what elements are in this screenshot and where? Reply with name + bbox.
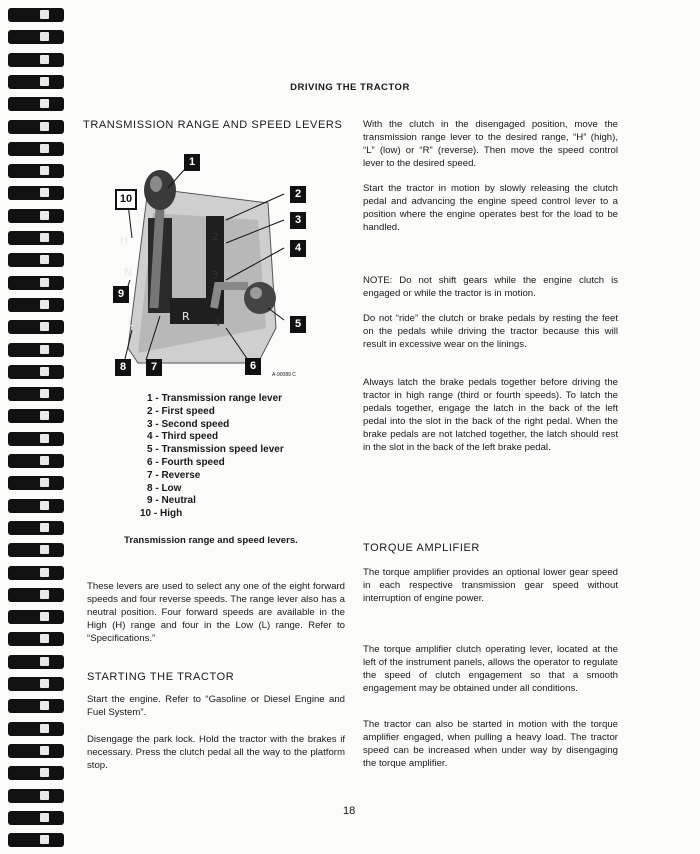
binding-ring bbox=[8, 97, 64, 111]
binding-hole bbox=[40, 166, 49, 175]
binding-hole bbox=[40, 122, 49, 131]
binding-ring bbox=[8, 186, 64, 200]
binding-hole bbox=[40, 411, 49, 420]
binding-ring bbox=[8, 632, 64, 646]
right-paragraph bbox=[363, 312, 618, 351]
page-number: 18 bbox=[343, 805, 356, 817]
callout-badge: 1 bbox=[184, 154, 200, 171]
binding-hole bbox=[40, 568, 49, 577]
binding-ring bbox=[8, 699, 64, 713]
binding-ring bbox=[8, 543, 64, 557]
note-label: NOTE: bbox=[363, 275, 393, 286]
binding-ring bbox=[8, 521, 64, 535]
binding-ring bbox=[8, 454, 64, 468]
binding-hole bbox=[40, 55, 49, 64]
callout-badge: 7 bbox=[146, 359, 162, 376]
binding-hole bbox=[40, 590, 49, 599]
callout-badge: 4 bbox=[290, 240, 306, 257]
binding-hole bbox=[40, 478, 49, 487]
binding-hole bbox=[40, 367, 49, 376]
binding-ring bbox=[8, 677, 64, 691]
paragraph: Start the tractor in motion by slowly releasing the clutch pedal and advancing the engine speed control lever to a position where the engine operates best for the load to be handled. bbox=[363, 183, 618, 233]
binding-ring bbox=[8, 789, 64, 803]
binding-ring bbox=[8, 75, 64, 89]
binding-hole bbox=[40, 679, 49, 688]
section-heading-torque: TORQUE AMPLIFIER bbox=[363, 542, 480, 554]
binding-ring bbox=[8, 811, 64, 825]
binding-hole bbox=[40, 233, 49, 242]
binding-ring bbox=[8, 387, 64, 401]
binding-hole bbox=[40, 746, 49, 755]
legend-item: 9 - Neutral bbox=[147, 495, 196, 507]
binding-ring bbox=[8, 655, 64, 669]
binding-ring bbox=[8, 432, 64, 446]
callout-badge: 10 bbox=[117, 191, 135, 208]
paragraph: With the clutch in the disengaged position, move the transmission range lever to the desired range, “H” (high), “L” (low) or “R” (reverse). Then move the speed control lever to the desired speed. bbox=[363, 119, 618, 169]
binding-ring bbox=[8, 365, 64, 379]
callout-badge: 3 bbox=[290, 212, 306, 229]
binding-hole bbox=[40, 255, 49, 264]
binding-ring bbox=[8, 53, 64, 67]
right-paragraph bbox=[363, 566, 618, 605]
right-paragraph bbox=[363, 376, 618, 454]
legend-item: 3 - Second speed bbox=[147, 418, 230, 430]
binding-hole bbox=[40, 657, 49, 666]
binding-ring bbox=[8, 209, 64, 223]
right-paragraph bbox=[363, 718, 618, 770]
paragraph: The torque amplifier clutch operating lever, located at the left of the instrument panels, allows the operator to regulate the speed of clutch engagement so that a smooth engagement may be obtained under all conditions. bbox=[363, 644, 618, 694]
note bbox=[363, 274, 618, 300]
paragraph: Disengage the park lock. Hold the tractor with the brakes if necessary. Press the clutch pedal all the way to the platform stop. bbox=[87, 734, 345, 771]
page-title: DRIVING THE TRACTOR bbox=[290, 82, 410, 93]
binding-ring bbox=[8, 164, 64, 178]
binding-ring bbox=[8, 766, 64, 780]
figure-id: A-90089 C bbox=[272, 372, 296, 378]
left-paragraph bbox=[87, 693, 345, 719]
binding-ring bbox=[8, 499, 64, 513]
callout-badge: 2 bbox=[290, 186, 306, 203]
binding-hole bbox=[40, 545, 49, 554]
binding-ring bbox=[8, 588, 64, 602]
svg-text:2: 2 bbox=[212, 232, 219, 243]
binding-hole bbox=[40, 99, 49, 108]
binding-hole bbox=[40, 791, 49, 800]
binding-hole bbox=[40, 188, 49, 197]
binding-ring bbox=[8, 298, 64, 312]
binding-ring bbox=[8, 476, 64, 490]
callout-badge: 6 bbox=[245, 358, 261, 375]
paragraph: Always latch the brake pedals together before driving the tractor in high range (third or fourth speeds). To latch the pedals together, engage the latch in the back of the left pedal into the slot in the back of the right pedal. When the brake pedals are not latched together, the latch should rest in the slot in the back of the left brake pedal. bbox=[363, 377, 618, 453]
binding-hole bbox=[40, 768, 49, 777]
binding-ring bbox=[8, 8, 64, 22]
spiral-binding bbox=[0, 0, 72, 854]
paragraph: Do not “ride” the clutch or brake pedals by resting the feet on the pedals while driving the tractor because this will result in excessive wear on the linings. bbox=[363, 313, 618, 350]
right-paragraph bbox=[363, 118, 618, 170]
paragraph: The tractor can also be started in motion with the torque amplifier engaged, when pulling a heavy load. The tractor speed can be increased when under way by disengaging the torque amplifier. bbox=[363, 719, 618, 769]
binding-hole bbox=[40, 434, 49, 443]
left-paragraph bbox=[87, 733, 345, 772]
binding-ring bbox=[8, 320, 64, 334]
binding-ring bbox=[8, 566, 64, 580]
binding-ring bbox=[8, 409, 64, 423]
binding-ring bbox=[8, 120, 64, 134]
binding-hole bbox=[40, 32, 49, 41]
binding-hole bbox=[40, 835, 49, 844]
binding-hole bbox=[40, 701, 49, 710]
binding-hole bbox=[40, 345, 49, 354]
binding-ring bbox=[8, 142, 64, 156]
binding-hole bbox=[40, 322, 49, 331]
section-heading-transmission: TRANSMISSION RANGE AND SPEED LEVERS bbox=[83, 119, 343, 131]
legend-item: 10 - High bbox=[140, 508, 183, 520]
figure-caption: Transmission range and speed levers. bbox=[124, 535, 298, 546]
binding-hole bbox=[40, 813, 49, 822]
binding-hole bbox=[40, 10, 49, 19]
binding-hole bbox=[40, 144, 49, 153]
binding-ring bbox=[8, 253, 64, 267]
figure-legend bbox=[140, 393, 284, 521]
binding-ring bbox=[8, 722, 64, 736]
right-paragraph bbox=[363, 643, 618, 695]
binding-hole bbox=[40, 501, 49, 510]
binding-hole bbox=[40, 523, 49, 532]
binding-hole bbox=[40, 634, 49, 643]
note-text: Do not shift gears while the engine clutch is engaged or while the tractor is in motion. bbox=[363, 275, 618, 299]
binding-hole bbox=[40, 724, 49, 733]
binding-hole bbox=[40, 612, 49, 621]
right-paragraph bbox=[363, 182, 618, 234]
binding-hole bbox=[40, 300, 49, 309]
binding-ring bbox=[8, 610, 64, 624]
legend-item: 7 - Reverse bbox=[147, 469, 201, 481]
legend-item: 2 - First speed bbox=[147, 405, 215, 417]
svg-text:4: 4 bbox=[214, 318, 221, 329]
callout-badge: 5 bbox=[290, 316, 306, 333]
binding-ring bbox=[8, 343, 64, 357]
binding-hole bbox=[40, 278, 49, 287]
binding-hole bbox=[40, 389, 49, 398]
binding-hole bbox=[40, 456, 49, 465]
binding-ring bbox=[8, 276, 64, 290]
svg-text:N: N bbox=[124, 266, 133, 279]
legend-item: 8 - Low bbox=[147, 482, 182, 494]
paragraph: Start the engine. Refer to “Gasoline or Diesel Engine and Fuel System”. bbox=[87, 694, 345, 718]
legend-item: 4 - Third speed bbox=[147, 431, 219, 443]
svg-text:R: R bbox=[182, 310, 190, 323]
paragraph: The torque amplifier provides an optional lower gear speed in each respective transmission gear speed without interruption of engine power. bbox=[363, 567, 618, 604]
binding-ring bbox=[8, 744, 64, 758]
section-heading-starting: STARTING THE TRACTOR bbox=[87, 671, 235, 683]
transmission-lever-diagram bbox=[108, 148, 322, 383]
callout-badge: 9 bbox=[113, 286, 129, 303]
binding-ring bbox=[8, 231, 64, 245]
binding-hole bbox=[40, 211, 49, 220]
legend-item: 6 - Fourth speed bbox=[147, 456, 225, 468]
binding-ring bbox=[8, 833, 64, 847]
lever-photo bbox=[108, 148, 322, 383]
binding-hole bbox=[40, 77, 49, 86]
left-paragraph bbox=[87, 580, 345, 645]
svg-text:L: L bbox=[128, 316, 135, 329]
svg-text:H: H bbox=[120, 234, 129, 247]
legend-item: 5 - Transmission speed lever bbox=[147, 444, 284, 456]
binding-ring bbox=[8, 30, 64, 44]
callout-badge: 8 bbox=[115, 359, 131, 376]
paragraph: These levers are used to select any one of the eight forward speeds and four reverse speeds. The range lever also has a neutral position. Four forward speeds are available in the High (H) range and four in the Low (L) range. Refer to “Specifications.” bbox=[87, 581, 345, 644]
svg-text:3: 3 bbox=[212, 270, 219, 281]
legend-item: 1 - Transmission range lever bbox=[147, 393, 283, 404]
